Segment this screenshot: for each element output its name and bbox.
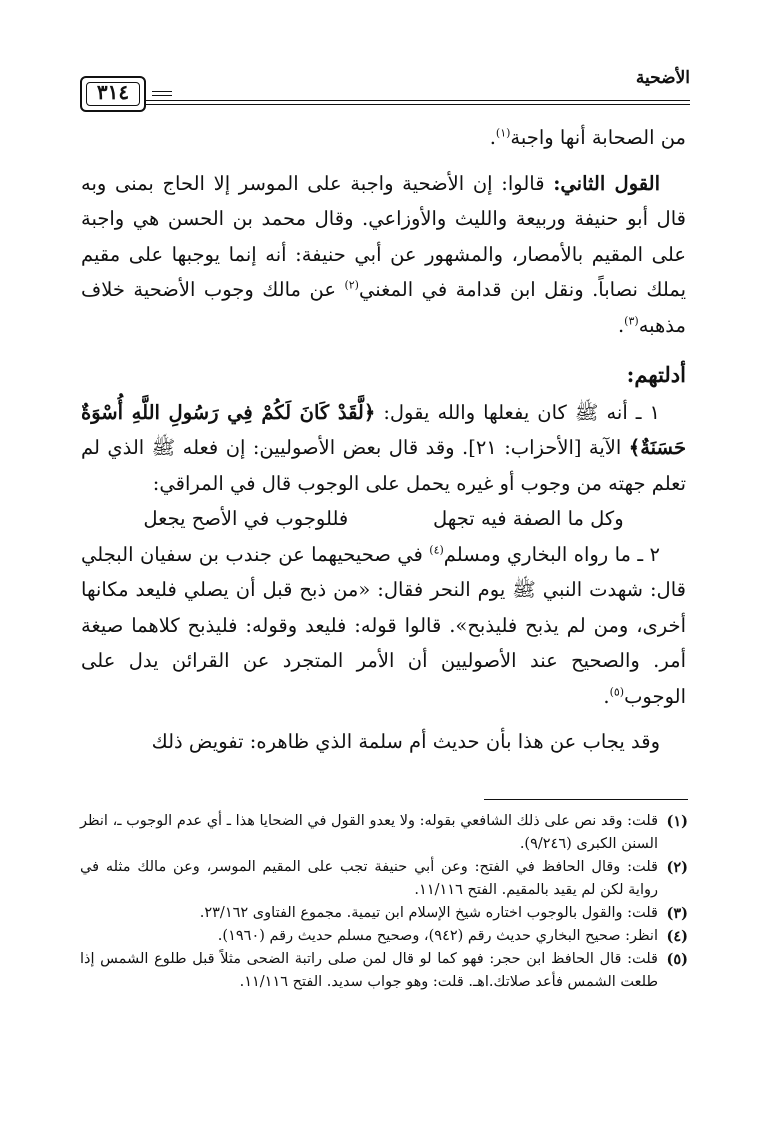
quran-verse: ﴿لَّقَدْ كَانَ لَكُمْ فِي رَسُولِ اللَّهِ أُسْوَةٌ حَسَنَةٌ﴾ (81, 400, 686, 459)
text: ١ ـ أنه ﷺ كان يفعلها والله يقول: (375, 400, 660, 424)
footnote-ref: (٣) (624, 314, 639, 327)
footnote-text: قلت: والقول بالوجوب اختاره شيخ الإسلام ابن تيمية. مجموع الفتاوى ٢٣/١٦٢. (199, 905, 658, 921)
footnote-text: قلت: وقال الحافظ في الفتح: وعن أبي حنيفة تجب على المقيم الموسر، وعن مالك مثله في رواية لكن لم يقيد بالمقيم. الفتح ١١/١١٦. (80, 859, 658, 898)
footnote (80, 856, 688, 902)
footnote-ref: (١) (495, 126, 511, 140)
text: قالوا: إن الأضحية واجبة على الموسر إلا الحاج بمنى وبه قال أبو حنيفة وربيعة والليث والأوزاعي. وقال محمد بن الحسن هي واجبة على المقيم بالأمصار، والمشهور عن أبي حنيفة: أنه إنما يوجبها على مقيم يملك نصاباً. ونقل ابن قدامة في المغني (81, 171, 687, 301)
page-number-ornament-double (152, 95, 172, 96)
footnotes (80, 810, 688, 994)
footnote-number: (٣) (666, 905, 688, 922)
header-rule-double (80, 104, 690, 105)
text: . (617, 313, 625, 337)
footnote-ref: (٢) (344, 278, 359, 292)
main-text (81, 120, 686, 760)
paragraph-3 (81, 395, 686, 502)
text: الآية [الأحزاب: ٢١]. وقد قال بعض الأصوليين: إن فعله ﷺ الذي لم تعلم جهته من وجوب أو غيره يحمل على الوجوب قال في المراقي: (81, 436, 686, 495)
page-number: ٣١٤ (96, 80, 130, 104)
text: . (603, 684, 610, 708)
paragraph-4 (81, 537, 686, 715)
header-rule (80, 100, 690, 101)
text: عن مالك وجوب الأضحية خلاف مذهبه (81, 278, 686, 337)
text: ٢ ـ ما رواه البخاري ومسلم (443, 542, 661, 566)
second-opinion-label: القول الثاني: (553, 171, 660, 195)
footnote-separator (484, 799, 688, 800)
verse-hemistich-left: فللوجوب في الأصح يجعل (143, 507, 349, 530)
footnote-number: (٢) (666, 859, 688, 876)
footnote-number: (٥) (666, 951, 688, 968)
footnote-ref: (٥) (609, 685, 625, 698)
paragraph-5: وقد يجاب عن هذا بأن حديث أم سلمة الذي ظاهره: تفويض ذلك (151, 730, 660, 753)
footnote-text: قلت: قال الحافظ ابن حجر: فهو كما لو قال لمن صلى راتبة الضحى مثلاً قبل طلوع الشمس إذا طلعت الشمس فأعد صلاتك.اهـ. قلت: وهو جواب سديد. الفتح ١١/١١٦. (80, 951, 658, 990)
verse-hemistich-right: وكل ما الصفة فيه تجهل (432, 507, 624, 530)
section-heading: أدلتهم: (626, 362, 686, 387)
footnote-number: (٤) (666, 928, 688, 945)
text: في صحيحيهما عن جندب بن سفيان البجلي قال: شهدت النبي ﷺ يوم النحر فقال: «من ذبح قبل أن يصلي فليعد مكانها أخرى، ومن لم يذبح فليذبح». قالوا قوله: فليعد وقوله: فليذبح كلاهما صيغة أمر. والصحيح عند الأصوليين أن الأمر المتجرد عن القرائن يدل على الوجوب (81, 542, 686, 708)
poem-verse (81, 501, 686, 537)
footnote (80, 925, 688, 948)
paragraph-1: من الصحابة أنها واجبة$^{(١)}$. (489, 126, 686, 149)
footnote-ref: (٤) (429, 543, 444, 556)
running-title: الأضحية (628, 68, 690, 88)
footnote (80, 810, 688, 856)
footnote-text: انظر: صحيح البخاري حديث رقم (٩٤٢)، وصحيح مسلم حديث رقم (١٩٦٠). (217, 928, 658, 944)
footnote (80, 902, 688, 925)
page-number-ornament (152, 91, 172, 92)
footnote-text: قلت: وقد نص على ذلك الشافعي بقوله: ولا يعدو القول في الضحايا هذا ـ أي عدم الوجوب ـ، انظر السنن الكبرى (٩/٢٤٦). (80, 813, 658, 852)
footnote (80, 948, 688, 994)
paragraph-2 (81, 166, 686, 344)
text: من الصحابة أنها واجبة (510, 126, 686, 149)
page-header (80, 62, 690, 112)
footnote-number: (١) (666, 813, 688, 830)
page-number-frame (80, 76, 146, 112)
